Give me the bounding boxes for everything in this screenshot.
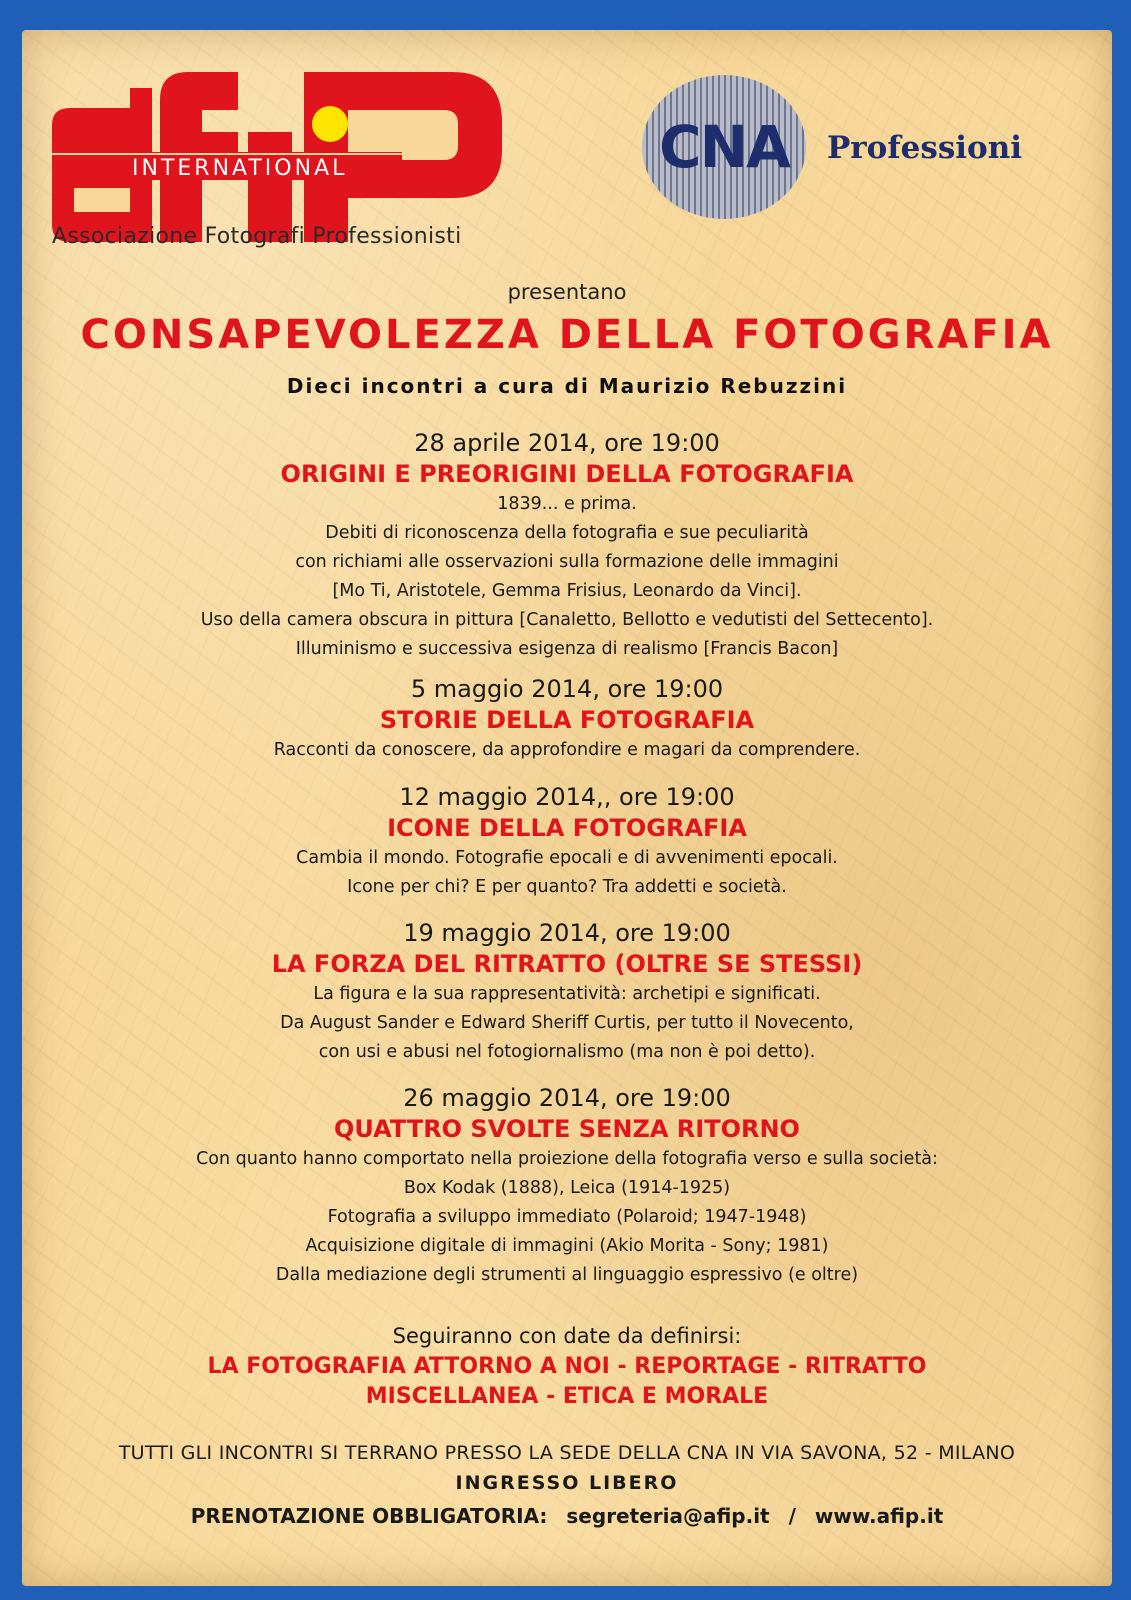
event-line: [Mo Ti, Aristotele, Gemma Frisius, Leonardo da Vinci].: [332, 581, 802, 601]
event-line: Racconti da conoscere, da approfondire e magari da comprendere.: [273, 740, 861, 760]
event-line: Box Kodak (1888), Leica (1914-1925): [403, 1178, 731, 1198]
cna-professioni: Professioni: [827, 130, 1023, 166]
follow-topics-line-1: LA FOTOGRAFIA ATTORNO A NOI - REPORTAGE - RITRATTO: [207, 1354, 927, 1379]
follow-section: [22, 1320, 1112, 1412]
event-line: Con quanto hanno comportato nella proiezione della fotografia verso e sulla società:: [196, 1149, 938, 1169]
event-date: 5 maggio 2014, ore 19:00: [410, 675, 724, 703]
event-3: [22, 782, 1112, 902]
event-line: con usi e abusi nel fotogiornalismo (ma non è poi detto).: [318, 1042, 816, 1062]
afip-logo: [52, 70, 502, 242]
event-line: Debiti di riconoscenza della fotografia e sue peculiarità: [325, 523, 809, 543]
venue-text: TUTTI GLI INCONTRI SI TERRANO PRESSO LA SEDE DELLA CNA IN VIA SAVONA, 52 - MILANO: [118, 1442, 1016, 1464]
event-5: [22, 1083, 1112, 1290]
follow-intro: Seguiranno con date da definirsi:: [392, 1324, 742, 1348]
event-title: ORIGINI E PREORIGINI DELLA FOTOGRAFIA: [280, 460, 854, 488]
event-date: 12 maggio 2014,, ore 19:00: [399, 783, 735, 811]
event-date: 19 maggio 2014, ore 19:00: [403, 919, 731, 947]
event-2: [22, 674, 1112, 765]
subtitle: Dieci incontri a cura di Maurizio Rebuzzini: [286, 374, 848, 398]
footer: [22, 1438, 1112, 1534]
event-title: STORIE DELLA FOTOGRAFIA: [379, 706, 755, 734]
event-date: 28 aprile 2014, ore 19:00: [414, 429, 720, 457]
poster: [22, 30, 1112, 1586]
event-line: Illuminismo e successiva esigenza di realismo [Francis Bacon]: [295, 639, 839, 659]
afip-tagline: Associazione Fotografi Professionisti: [52, 224, 462, 249]
presentano-text: presentano: [507, 280, 627, 304]
email-link[interactable]: segreteria@afip.it: [566, 1504, 770, 1528]
event-line: con richiami alle osservazioni sulla formazione delle immagini: [295, 552, 839, 572]
separator: /: [788, 1504, 796, 1528]
event-title: QUATTRO SVOLTE SENZA RITORNO: [334, 1115, 800, 1143]
website-link[interactable]: www.afip.it: [814, 1504, 944, 1528]
event-line: Uso della camera obscura in pittura [Canaletto, Bellotto e vedutisti del Settecento].: [200, 610, 934, 630]
event-line: Acquisizione digitale di immagini (Akio Morita - Sony; 1981): [305, 1236, 829, 1256]
free-entry-text: INGRESSO LIBERO: [455, 1472, 679, 1494]
event-title: ICONE DELLA FOTOGRAFIA: [387, 814, 747, 842]
follow-topics-line-2: MISCELLANEA - ETICA E MORALE: [365, 1384, 769, 1409]
cna-logo-text: CNA: [659, 113, 789, 181]
event-line: Cambia il mondo. Fotografie epocali e di avvenimenti epocali.: [296, 848, 838, 868]
event-date: 26 maggio 2014, ore 19:00: [403, 1084, 731, 1112]
event-line: La figura e la sua rappresentatività: archetipi e significati.: [313, 984, 821, 1004]
booking-line: [22, 1498, 1112, 1534]
cna-logo: [637, 72, 812, 222]
event-line: Dalla mediazione degli strumenti al linguaggio espressivo (e oltre): [275, 1265, 859, 1285]
event-line: 1839... e prima.: [497, 494, 637, 514]
main-title: CONSAPEVOLEZZA DELLA FOTOGRAFIA: [80, 312, 1054, 358]
event-line: Icone per chi? E per quanto? Tra addetti e società.: [347, 877, 787, 897]
event-1: [22, 428, 1112, 664]
event-4: [22, 918, 1112, 1067]
booking-label: PRENOTAZIONE OBBLIGATORIA:: [190, 1504, 548, 1528]
event-line: Da August Sander e Edward Sheriff Curtis, per tutto il Novecento,: [280, 1013, 854, 1033]
event-title: LA FORZA DEL RITRATTO (OLTRE SE STESSI): [271, 950, 863, 978]
event-line: Fotografia a sviluppo immediato (Polaroid; 1947-1948): [327, 1207, 807, 1227]
afip-international-text: INTERNATIONAL: [132, 156, 348, 181]
yellow-dot-icon: [312, 106, 348, 142]
